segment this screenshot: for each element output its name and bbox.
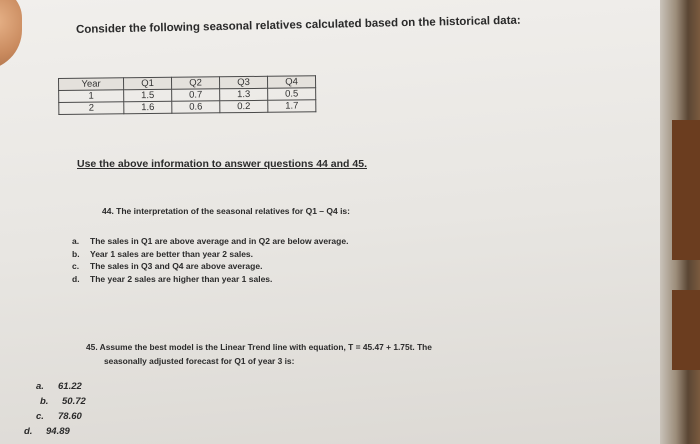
option-a [72, 236, 348, 249]
option-letter: b. [40, 396, 49, 407]
table-cell: 1.3 [220, 88, 268, 101]
option-letter: b. [72, 248, 80, 259]
table-header-cell: Q3 [219, 76, 267, 89]
table-header-cell: Year [59, 78, 124, 91]
option-text: The year 2 sales are higher than year 1 sales. [90, 273, 273, 284]
table-cell: 1.6 [124, 101, 172, 114]
table-cell: 2 [59, 102, 124, 115]
question-45 [86, 340, 556, 368]
question-45-options [24, 381, 86, 441]
table-cell: 1.7 [268, 100, 316, 113]
option-text: 61.22 [58, 381, 82, 392]
option-letter: d. [72, 273, 80, 284]
wood-furniture [672, 290, 700, 370]
table-cell: 0.7 [172, 89, 220, 102]
option-b [36, 396, 86, 411]
question-45-line-2: seasonally adjusted forecast for Q1 of year 3 is: [104, 356, 295, 366]
question-44-options [72, 236, 348, 286]
option-a [36, 381, 86, 396]
option-text: 50.72 [62, 396, 86, 407]
option-text: The sales in Q1 are above average and in Q2 are below average. [90, 236, 349, 246]
table-header-cell: Q2 [171, 77, 219, 90]
instruction-text: Use the above information to answer questions 44 and 45. [77, 158, 367, 170]
table-header-cell: Q4 [267, 76, 315, 89]
seasonal-relatives-table [58, 75, 316, 115]
option-letter: c. [72, 261, 80, 271]
option-letter: a. [72, 236, 80, 246]
option-text: 78.60 [58, 411, 82, 422]
table-cell: 1 [59, 90, 124, 103]
wood-furniture [672, 120, 700, 260]
option-d [24, 426, 86, 441]
option-text: The sales in Q3 and Q4 are above average. [90, 261, 263, 271]
question-44: 44. The interpretation of the seasonal relatives for Q1 – Q4 is: [102, 206, 350, 216]
option-c [72, 261, 348, 274]
option-text: 94.89 [46, 426, 70, 437]
table-header-cell: Q1 [124, 77, 172, 90]
question-45-line-1: 45. Assume the best model is the Linear Trend line with equation, T = 45.47 + 1.75t. The [86, 342, 432, 352]
table-cell: 0.5 [268, 88, 316, 101]
table-cell: 1.5 [124, 89, 172, 102]
option-c [36, 411, 86, 426]
option-letter: c. [36, 411, 44, 422]
worksheet-title: Consider the following seasonal relatives calculated based on the historical data: [75, 14, 521, 36]
table-cell: 0.6 [172, 101, 220, 114]
table-row [59, 100, 316, 115]
option-letter: a. [36, 381, 44, 392]
option-d [72, 274, 348, 287]
option-b [72, 249, 348, 262]
option-text: Year 1 sales are better than year 2 sales. [90, 248, 254, 259]
option-letter: d. [24, 426, 33, 437]
table-cell: 0.2 [220, 100, 268, 113]
